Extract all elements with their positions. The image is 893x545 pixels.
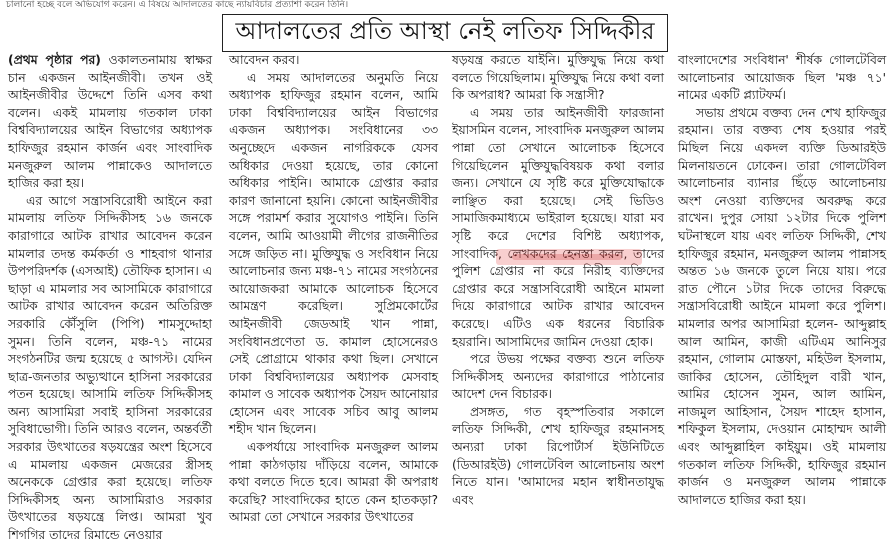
paragraph: ষড়যন্ত্র করতে যাইনি। মুক্তিযুদ্ধ নিয়ে কথা বলতে গিয়েছিলাম। মুক্তিযুদ্ধ নিয়ে কথা বলা কি অপরাধ? আমরা কি সন্ত্রাসী?	[452, 53, 664, 103]
paragraph: প্রসঙ্গত, গত বৃহস্পতিবার সকালে লতিফ সিদ্দিকী, শেখ হাফিজুর রহমানসহ অন্যরা ঢাকা রিপোর্টার্স ইউনিটিতে (ডিআরইউ) গোলটেবিল আলোচনায় অংশ নিতে যান। 'আমাদের মহান স্বাধীনতাযুদ্ধ এবং	[452, 404, 664, 507]
headline: আদালতের প্রতি আস্থা নেই লতিফ সিদ্দিকীর	[235, 17, 655, 45]
paragraph	[8, 52, 212, 193]
paragraph: এ সময় আদালতের অনুমতি নিয়ে অধ্যাপক হাফিজুর রহমান বলেন, আমি ঢাকা বিশ্ববিদ্যালয়ের আইন বিভাগের একজন অধ্যাপক। সংবিধানের ৩৩ অনুচ্ছেদে একজন নাগরিককে যেসব অধিকার দেওয়া হয়েছে, তার কোনো অধিকার পাইনি। আমাকে গ্রেপ্তার করার কারণ জানানো হয়নি। কোনো আইনজীবীর সঙ্গে পরামর্শ করার সুযোগও পাইনি। তিনি বলেন, আমি আওয়ামী লীগের রাজনীতির সঙ্গে জড়িত না। মুক্তিযুদ্ধ ও সংবিধান নিয়ে আলোচনার জন্য মঞ্চ-৭১ নামের সংগঠনের আয়োজকরা আমাকে আলোচক হিসেবে আমন্ত্রণ করেছিল। সুপ্রিমকোর্টের আইনজীবী জেডআই খান পান্না, সংবিধানপ্রণেতা ড. কামাল হোসেনেরও সেই প্রোগ্রামে থাকার কথা ছিল। সেখানে ঢাকা বিশ্ববিদ্যালয়ের অধ্যাপক মেসবাহ কামাল ও সাবেক অধ্যাপক সৈয়দ আনোয়ার হোসেন এবং সাবেক সচিব আবু আলম শহীদ খান ছিলেন।	[229, 70, 438, 437]
paragraph: বাংলাদেশের সংবিধান' শীর্ষক গোলটেবিল আলোচনার আয়োজক ছিল 'মঞ্চ ৭১' নামের একটি প্ল্যাটফর্ম।	[678, 53, 886, 103]
article-column-3	[452, 52, 664, 532]
paragraph-text: ওকালতনামায় স্বাক্ষর চান একজন আইনজীবী। তখন ওই আইনজীবীর উদ্দেশে তিনি এসব কথা বলেন। একই মামলায় গতকাল ঢাকা বিশ্ববিদ্যালয়ের আইন বিভাগের অধ্যাপক হাফিজুর রহমান কার্জন এবং সাংবাদিক মনজুরুল আলম পান্নাকেও আদালতে হাজির করা হয়।	[8, 53, 212, 191]
article-column-2	[229, 52, 438, 532]
paragraph: সভায় প্রথমে বক্তব্য দেন শেখ হাফিজুর রহমান। তার বক্তব্য শেষ হওয়ার পরই মিছিল নিয়ে একদল ব্যক্তি ডিআরইউ মিলনায়তনে ঢোকেন। তারা গোলটেবিল আলোচনার ব্যানার ছিঁড়ে আলোচনায় অংশ নেওয়া ব্যক্তিদের অবরুদ্ধ করে রাখেন। দুপুর সোয়া ১২টার দিকে পুলিশ ঘটনাস্থলে যায় এবং লতিফ সিদ্দিকী, শেখ হাফিজুর রহমান, মনজুরুল আলম পান্নাসহ অন্তত ১৬ জনকে তুলে নিয়ে যায়। পরে রাত পৌনে ১টার দিকে তাদের বিরুদ্ধে সন্ত্রাসবিরোধী আইনে মামলা করে পুলিশ। মামলার অপর আসামিরা হলেন- আব্দুল্লাহ আল আমিন, কাজী এটিএম আনিসুর রহমান, গোলাম মোস্তফা, মহিউল ইসলাম, জাকির হোসেন, তৌহিদুল বারী খান, আমির হোসেন সুমন, আল আমিন, নাজমুল আহিসান, সৈয়দ শাহেদ হাসান, শফিকুল ইসলাম, দেওয়ান মোহাম্মদ আলী এবং আব্দুল্লাহিল কাইয়ুম। ওই মামলায় গতকাল লতিফ সিদ্দিকী, হাফিজুর রহমান কার্জন ও মনজুরুল আলম পান্নাকে আদালতে হাজির করা হয়।	[678, 105, 886, 507]
article-column-4	[678, 52, 886, 532]
paragraph: আবেদন করব।	[229, 53, 300, 67]
headline-box	[222, 14, 668, 52]
previous-article-tail: চালানো হচ্ছে বলে অভিযোগ করেন। এ বিষয়ে আদালতের কাছে ন্যায়বিচার প্রত্যাশা করেন তিনি।	[6, 0, 349, 10]
paragraph: এর আগে সন্ত্রাসবিরোধী আইনে করা মামলায় লতিফ সিদ্দিকীসহ ১৬ জনকে কারাগারে আটক রাখার আবেদন করেন মামলার তদন্ত কর্মকর্তা ও শাহবাগ থানার উপপরিদর্শক (এসআই) তৌফিক হাসান। এ ছাড়া এ মামলার সব আসামিকে কারাগারে আটক রাখার আবেদন করেন অতিরিক্ত সরকারি কৌঁসুলি (পিপি) শামসুদ্দোহা সুমন। তিনি বলেন, মঞ্চ-৭১ নামের সংগঠনটির জন্ম হয়েছে ৫ আগস্ট। যেদিন ছাত্র-জনতার অভ্যুত্থানে হাসিনা সরকারের পতন হয়েছে। আসামি লতিফ সিদ্দিকীসহ অন্য আসামিরা সবাই হাসিনা সরকারের সুবিধাভোগী। তিনি আরও বলেন, অন্তর্বর্তী সরকার উৎখাতের ষড়যন্ত্রের অংশ হিসেবে এ মামলায় একজন মেজরের স্ত্রীসহ অনেককে গ্রেপ্তার করা হয়েছে। লতিফ সিদ্দিকীসহ অন্য আসামিরাও সরকার উৎখাতের ষড়যন্ত্রে লিপ্ত। আমরা খুব শিগগির তাদের রিমান্ডে নেওয়ার	[8, 193, 212, 543]
continued-from-label: (প্রথম পৃষ্ঠার পর)	[8, 53, 101, 67]
paragraph: একপর্যায়ে সাংবাদিক মনজুরুল আলম পান্না কাঠগড়ায় দাঁড়িয়ে বলেন, আমাকে কথা বলতে দিতে হবে। আমরা কী অপরাধ করেছি? সাংবাদিকের হাতে কেন হাতকড়া? আমরা তো সেখানে সরকার উৎখাতের	[229, 440, 438, 525]
paragraph: এ সময় তার আইনজীবী ফারজানা ইয়াসমিন বলেন, সাংবাদিক মনজুরুল আলম পান্না তো সেখানে আলোচক হিসেবে গিয়েছিলেন মুক্তিযুদ্ধবিষয়ক কথা বলার জন্য। সেখানে যে সৃষ্টি করে মুক্তিযোদ্ধাকে লাঞ্ছিত করা হয়েছে। সেই ভিডিও সামাজিকমাধ্যমে ভাইরাল হয়েছে। যারা মব সৃষ্টি করে দেশের বিশিষ্ট অধ্যাপক, সাংবাদিক, লেখকদের হেনস্তা করল, তাদের পুলিশ গ্রেপ্তার না করে নিরীহ ব্যক্তিদের গ্রেপ্তার করে সন্ত্রাসবিরোধী আইনে মামলা দিয়ে কারাগারে আটক রাখার আবেদন করেছে। এটিও এক ধরনের বিচারিক হয়রানি। আসামিদের জামিন দেওয়া হোক।	[452, 105, 664, 349]
article-column-1	[8, 52, 212, 543]
paragraph: পরে উভয় পক্ষের বক্তব্য শুনে লতিফ সিদ্দিকীসহ অন্যদের কারাগারে পাঠানোর আদেশ দেন বিচারক।	[452, 352, 664, 402]
